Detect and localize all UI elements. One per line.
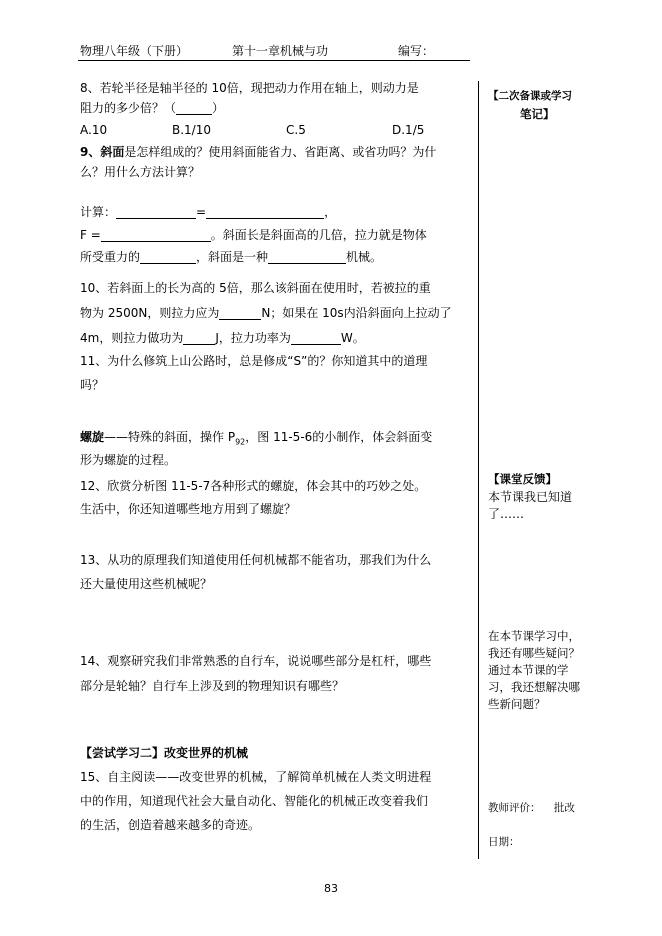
section-2-title: 【尝试学习二】改变世界的机械	[80, 746, 249, 760]
q13-line-1: 13、从功的原理我们知道使用任何机械都不能省功，那我们为什么	[80, 553, 432, 567]
calc-blank-1[interactable]	[116, 204, 196, 219]
header-rule	[78, 60, 470, 61]
q8-line-1: 8、若轮半径是轴半径的 10倍，现把动力作用在轴上，则动力是	[80, 81, 419, 95]
q8-option-d[interactable]: D.1/5	[392, 123, 425, 137]
q10-line-1: 10、若斜面上的长为高的 5倍，那么该斜面在使用时，若被拉的重	[80, 281, 431, 295]
q12-line-1: 12、欣赏分析图 11-5-7各种形式的螺旋，体会其中的巧妙之处。	[80, 479, 427, 493]
q8-line-2: 阻力的多少倍？（ ）	[80, 101, 225, 115]
machine-type-blank[interactable]	[268, 249, 346, 264]
header-book: 物理八年级（下册）	[80, 44, 189, 58]
q10-line-2: 物为 2500N，则拉力应为 N；如果在 10s内沿斜面向上拉动了	[80, 306, 452, 320]
q9-f-line: F = 。斜面长是斜面高的几倍，拉力就是物体	[80, 228, 427, 242]
q13-line-2: 还大量使用这些机械呢？	[80, 577, 213, 591]
f-blank[interactable]	[101, 227, 211, 242]
power-blank[interactable]	[291, 330, 341, 345]
q9-line-2: 么？用什么方法计算？	[80, 165, 201, 179]
column-divider	[478, 81, 479, 859]
q11-line-1: 11、为什么修筑上山公路时，总是修成“S”的？你知道其中的道理	[80, 354, 428, 368]
gravity-fraction-blank[interactable]	[140, 249, 196, 264]
header-editor-label: 编写：	[398, 44, 435, 58]
screw-line-1: 螺旋——特殊的斜面，操作 $P_{92}$，图 11-5-6的小制作，体会斜面变	[80, 430, 433, 447]
date-label: 日期：	[488, 836, 520, 848]
q9-calc-line: 计算： = ，	[80, 205, 337, 219]
q8-option-a[interactable]: A.10	[80, 123, 108, 137]
doubt-line-2: 我还有哪些疑问？	[488, 646, 580, 660]
doubt-line-3: 通过本节课的学	[488, 663, 569, 677]
notes-heading-1: 【二次备课或学习	[488, 90, 572, 102]
q8-option-b[interactable]: B.1/10	[172, 123, 211, 137]
page-number: 83	[324, 882, 338, 895]
work-blank[interactable]	[183, 330, 215, 345]
force-blank[interactable]	[219, 305, 261, 320]
q12-line-2: 生活中，你还知道哪些地方用到了螺旋？	[80, 502, 297, 516]
doubt-line-5: 些新问题？	[488, 697, 546, 711]
q8-option-c[interactable]: C.5	[286, 123, 306, 137]
q15-line-3: 的生活，创造着越来越多的奇迹。	[80, 818, 261, 832]
feedback-line-1: 本节课我已知道	[488, 490, 573, 504]
q9-line-5: 所受重力的 ，斜面是一种 机械。	[80, 250, 383, 264]
q10-line-3: 4m，则拉力做功为 J，拉力功率为 W。	[80, 331, 365, 345]
header-chapter: 第十一章机械与功	[232, 44, 329, 58]
q9-line-1: 9、斜面是怎样组成的？使用斜面能省力、省距离、或省功吗？为什	[80, 145, 437, 159]
q14-line-2: 部分是轮轴？自行车上涉及到的物理知识有哪些？	[80, 679, 345, 693]
doubt-line-1: 在本节课学习中，	[488, 629, 580, 643]
doubt-line-4: 习，我还想解决哪	[488, 680, 580, 694]
q11-line-2: 吗？	[80, 378, 105, 392]
calc-blank-2[interactable]	[206, 204, 324, 219]
q8-answer-blank[interactable]	[176, 100, 212, 115]
feedback-line-2: 了……	[488, 507, 525, 521]
feedback-heading: 【课堂反馈】	[488, 472, 557, 486]
q15-line-1: 15、自主阅读——改变世界的机械，了解简单机械在人类文明进程	[80, 770, 432, 784]
teacher-eval: 教师评价： 批改	[488, 802, 575, 814]
screw-line-2: 形为螺旋的过程。	[80, 453, 177, 467]
q15-line-2: 中的作用，知道现代社会大量自动化、智能化的机械正改变着我们	[80, 794, 429, 808]
notes-heading-2: 笔记】	[520, 107, 555, 121]
q14-line-1: 14、观察研究我们非常熟悉的自行车，说说哪些部分是杠杆，哪些	[80, 654, 432, 668]
